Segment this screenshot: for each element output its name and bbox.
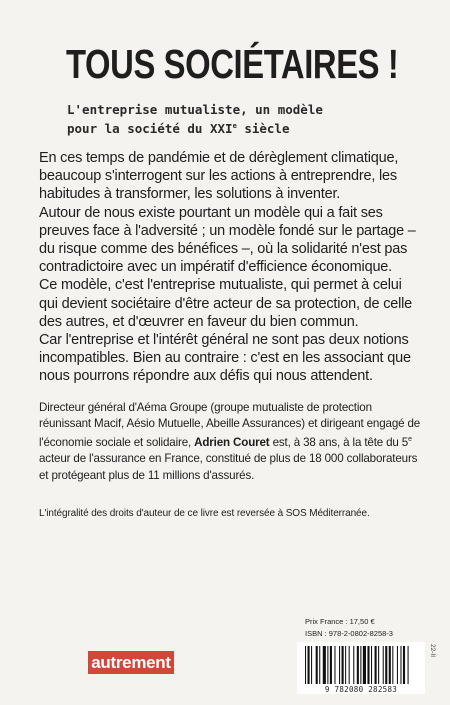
blurb-paragraph-4: Car l'entreprise et l'intérêt général ne sont pas deux notions incompatibles. Bien au contraire : c'est en les associant que nous pourrons répondre aux défis qui nous attendent. — [39, 332, 411, 385]
author-name: Adrien Couret — [194, 436, 270, 450]
bio-text-3: acteur de l'assurance en France, constitué de plus de 18 000 collaborateurs et protégeant plus de 11 millions d'assurés. — [39, 452, 418, 482]
subtitle-line-2 — [67, 118, 387, 137]
subtitle-superscript: e — [232, 122, 237, 130]
blurb-paragraph-1: En ces temps de pandémie et de dérèglement climatique, beaucoup s'interrogent sur les actions à entreprendre, les habitudes à transformer, les solutions à inventer. — [39, 150, 399, 203]
rights-note: L'intégralité des droits d'auteur de ce livre est reversée à SOS Méditerranée. — [39, 508, 370, 519]
author-bio — [39, 400, 424, 484]
bio-text-2: est, à 38 ans, à la tête du 5 — [269, 436, 409, 450]
barcode-digits: 9 782080 282583 — [324, 685, 398, 694]
bio-superscript: e — [408, 436, 412, 444]
side-code: 22-II — [429, 644, 436, 658]
blurb-paragraph-3: Ce modèle, c'est l'entreprise mutualiste, qui permet à celui qui devient sociétaire d'être acteur de sa protection, de celle des autres, et d'œuvrer en faveur du bien commun. — [39, 277, 413, 330]
subtitle-text: pour la société du XXI — [67, 121, 233, 137]
blurb — [39, 149, 419, 386]
bio-text-1: Directeur général d'Aéma Groupe (groupe mutualiste de protection réunissant Macif, Aésio Mutuelle, Abeille Assurances) et dirigeant engagé de l'économie sociale et solidaire, — [39, 401, 421, 450]
price-info — [305, 616, 393, 640]
book-subtitle — [67, 101, 387, 137]
blurb-paragraph-2: Autour de nous existe pourtant un modèle qui a fait ses preuves face à l'adversité ; un modèle fondé sur le partage – du risque comme des bénéfices –, où la solidarité n'est pas contradictoire avec un impératif d'efficience économique. — [39, 204, 416, 276]
price-label: Prix France : 17,50 € — [305, 617, 375, 626]
publisher-logo: autrement — [88, 651, 174, 674]
subtitle-text-end: siècle — [236, 121, 290, 137]
isbn-label: ISBN : 978-2-0802-8258-3 — [305, 629, 393, 638]
barcode-bars — [303, 646, 419, 686]
book-title: TOUS SOCIÉTAIRES ! — [66, 41, 399, 87]
barcode — [297, 642, 425, 694]
subtitle-line-1: L'entreprise mutualiste, un modèle — [67, 102, 323, 117]
